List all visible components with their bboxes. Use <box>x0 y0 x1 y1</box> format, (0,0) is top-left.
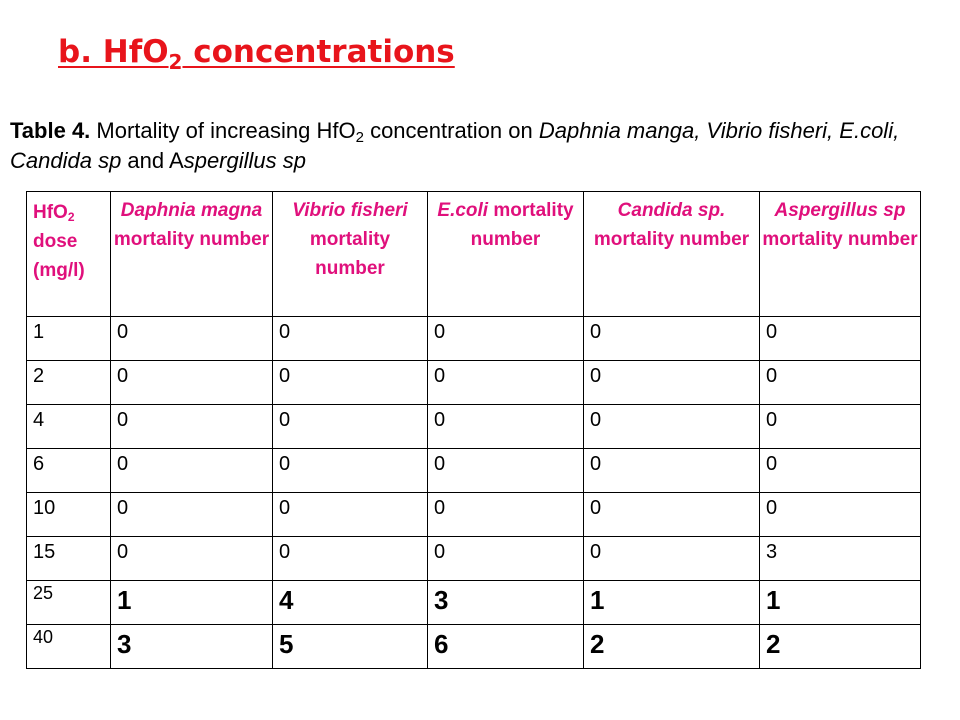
value-cell: 0 <box>111 449 273 493</box>
value-cell: 0 <box>760 361 921 405</box>
caption-subscript: 2 <box>355 129 364 146</box>
value-cell: 3 <box>760 537 921 581</box>
value-cell: 0 <box>273 317 428 361</box>
caption-species-2: spergillus sp <box>183 148 306 173</box>
value-cell: 0 <box>111 537 273 581</box>
value-cell: 0 <box>428 361 584 405</box>
header-aspergillus: Aspergillus sp mortality number <box>760 192 921 317</box>
caption-text-3: and A <box>121 148 184 173</box>
value-cell: 0 <box>760 493 921 537</box>
value-cell: 2 <box>760 625 921 669</box>
value-cell: 0 <box>584 317 760 361</box>
dose-cell: 6 <box>27 449 111 493</box>
table-row <box>27 405 921 449</box>
mortality-table <box>26 191 921 669</box>
dose-cell: 4 <box>27 405 111 449</box>
value-cell: 0 <box>760 449 921 493</box>
value-cell: 0 <box>428 317 584 361</box>
table-row <box>27 625 921 669</box>
table-row <box>27 361 921 405</box>
dose-cell: 2 <box>27 361 111 405</box>
value-cell: 1 <box>760 581 921 625</box>
value-cell: 0 <box>428 537 584 581</box>
slide-title-suffix: concentrations <box>182 34 455 70</box>
table-row <box>27 537 921 581</box>
value-cell: 1 <box>111 581 273 625</box>
value-cell: 6 <box>428 625 584 669</box>
value-cell: 0 <box>273 493 428 537</box>
value-cell: 0 <box>273 361 428 405</box>
dose-cell: 10 <box>27 493 111 537</box>
value-cell: 0 <box>111 361 273 405</box>
value-cell: 2 <box>584 625 760 669</box>
value-cell: 0 <box>428 405 584 449</box>
slide-title-subscript: 2 <box>168 50 183 74</box>
header-candida: Candida sp. mortality number <box>584 192 760 317</box>
header-dose: HfO$_2$ dose (mg/l) <box>27 192 111 317</box>
value-cell: 3 <box>428 581 584 625</box>
dose-cell: 40 <box>27 625 111 669</box>
value-cell: 0 <box>584 449 760 493</box>
value-cell: 0 <box>760 317 921 361</box>
value-cell: 0 <box>111 405 273 449</box>
table-header-row <box>27 192 921 317</box>
slide-title-prefix: b. HfO <box>58 34 169 70</box>
value-cell: 1 <box>584 581 760 625</box>
caption-text-2: concentration on <box>363 118 539 143</box>
slide-title <box>58 34 455 74</box>
table-row <box>27 581 921 625</box>
value-cell: 0 <box>111 317 273 361</box>
table-row <box>27 317 921 361</box>
value-cell: 0 <box>584 361 760 405</box>
value-cell: 0 <box>584 405 760 449</box>
value-cell: 0 <box>584 537 760 581</box>
value-cell: 0 <box>584 493 760 537</box>
value-cell: 0 <box>273 405 428 449</box>
value-cell: 0 <box>760 405 921 449</box>
value-cell: 0 <box>428 449 584 493</box>
dose-cell: 15 <box>27 537 111 581</box>
header-vibrio: Vibrio fisheri mortality number <box>273 192 428 317</box>
value-cell: 0 <box>428 493 584 537</box>
table-row <box>27 493 921 537</box>
dose-cell: 1 <box>27 317 111 361</box>
value-cell: 0 <box>273 449 428 493</box>
value-cell: 5 <box>273 625 428 669</box>
header-daphnia: Daphnia magna mortality number <box>111 192 273 317</box>
caption-label: Table 4. <box>10 118 91 143</box>
caption-text-1: Mortality of increasing HfO <box>90 118 356 143</box>
value-cell: 4 <box>273 581 428 625</box>
table-row <box>27 449 921 493</box>
value-cell: 0 <box>273 537 428 581</box>
caption-species-1: Daphnia manga, Vibrio fisheri, E.coli, Candida sp <box>10 118 900 173</box>
table-caption <box>10 116 950 176</box>
value-cell: 0 <box>111 493 273 537</box>
value-cell: 3 <box>111 625 273 669</box>
dose-cell: 25 <box>27 581 111 625</box>
header-ecoli: E.coli mortality number <box>428 192 584 317</box>
